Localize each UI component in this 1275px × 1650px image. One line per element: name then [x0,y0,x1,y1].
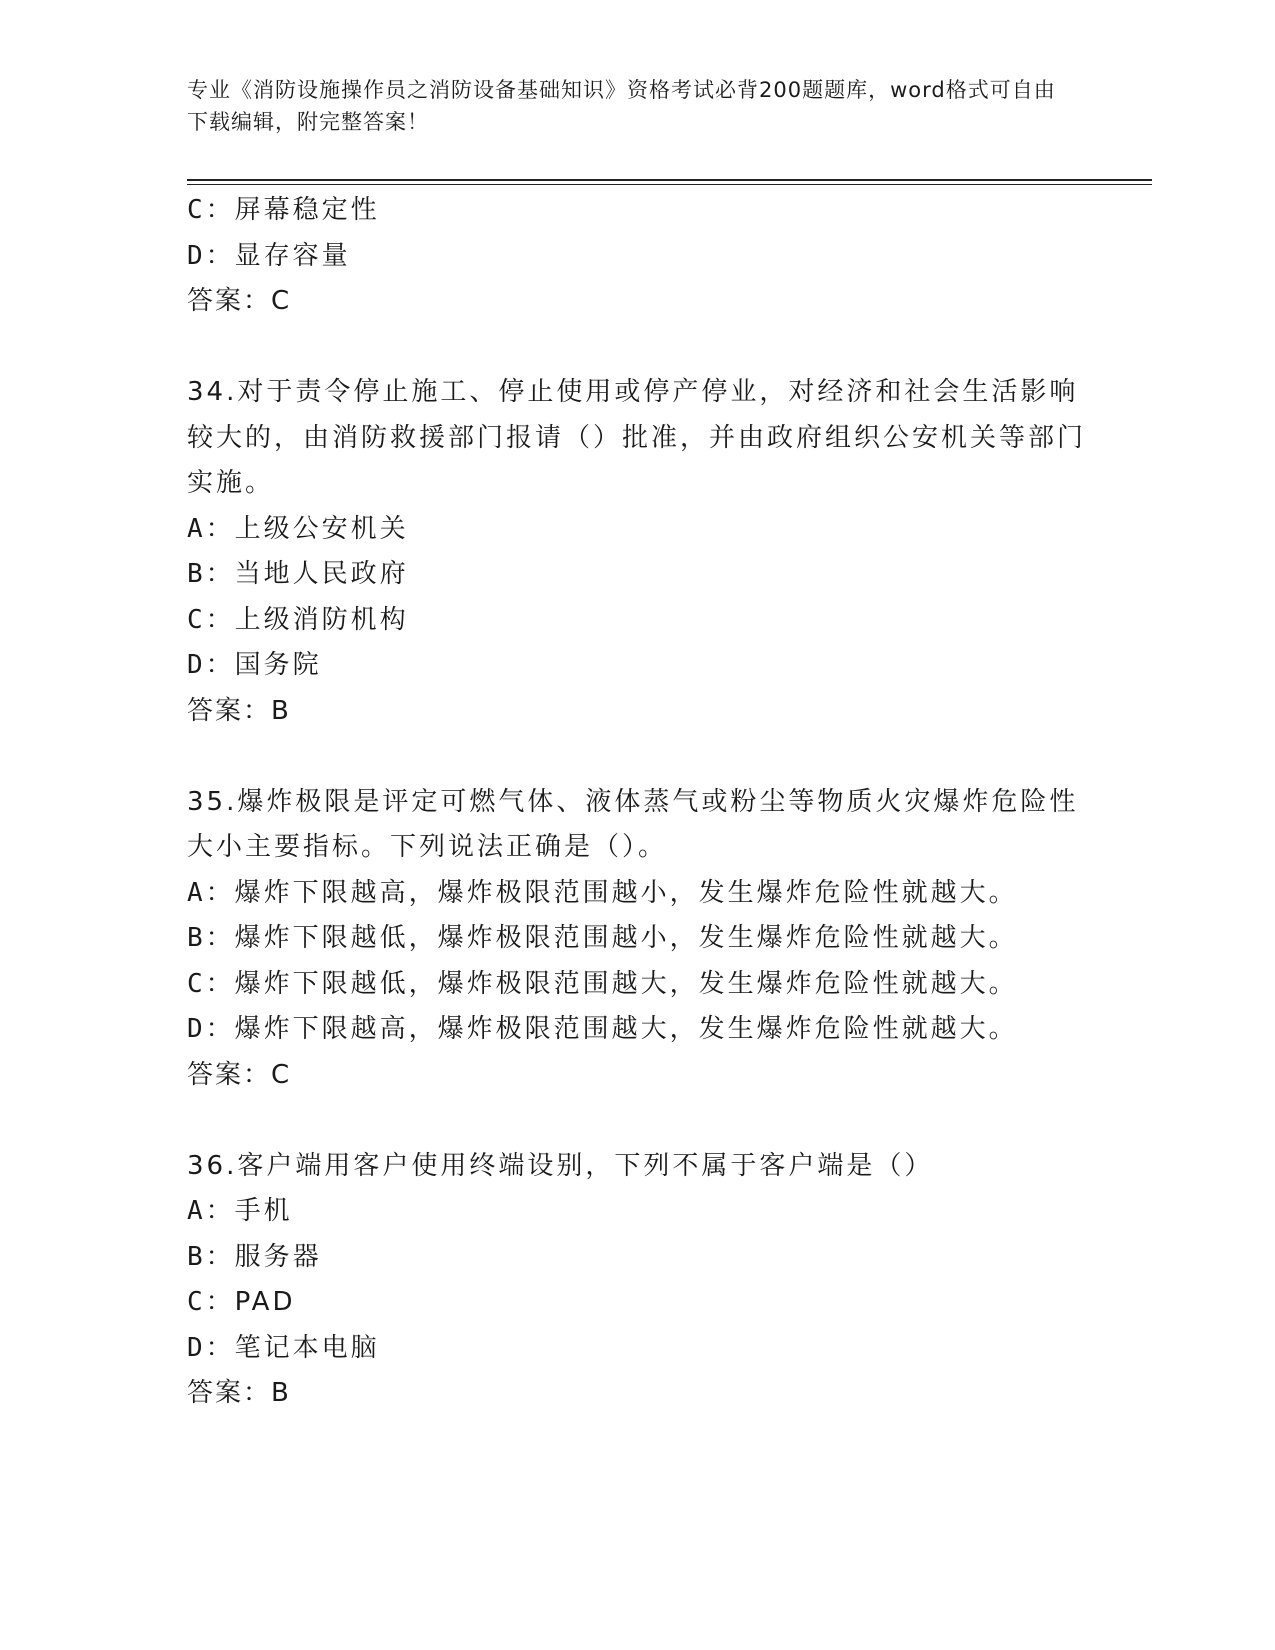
answer-line: 答案：C [187,286,292,316]
option-line: D：笔记本电脑 [187,1332,380,1363]
option-line: B：爆炸下限越低，爆炸极限范围越小，发生爆炸危险性就越大。 [187,923,1018,953]
question-34 [187,370,1087,734]
option-line: D：显存容量 [187,240,351,271]
option-line: D：国务院 [187,650,322,680]
question-36 [187,1144,1087,1417]
option-line: A：爆炸下限越高，爆炸极限范围越小，发生爆炸危险性就越大。 [187,877,1018,908]
answer-line: 答案：B [187,1378,291,1408]
option-line: B：服务器 [187,1241,322,1272]
option-line: C：PAD [187,1287,296,1317]
spacer [187,734,1087,780]
question-35 [187,780,1087,1099]
question-stem: 36.客户端用客户使用终端设别，下列不属于客户端是（） [187,1150,934,1181]
prev-question-tail [187,188,1087,325]
option-line: A：手机 [187,1196,293,1226]
answer-line: 答案：B [187,695,291,726]
question-content [187,188,1087,1417]
option-line: A：上级公安机关 [187,513,409,544]
option-line: D：爆炸下限越高，爆炸极限范围越大，发生爆炸危险性就越大。 [187,1014,1018,1044]
header-divider-thick [187,179,1152,181]
spacer [187,1098,1087,1144]
option-line: B：当地人民政府 [187,559,409,589]
question-stem: 35.爆炸极限是评定可燃气体、液体蒸气或粉尘等物质火灾爆炸危险性大小主要指标。下列说法正确是（）。 [187,786,1079,862]
option-line: C：上级消防机构 [187,604,409,635]
spacer [187,325,1087,371]
option-line: C：爆炸下限越低，爆炸极限范围越大，发生爆炸危险性就越大。 [187,968,1018,999]
document-header [187,74,1067,138]
header-divider-thin [187,184,1152,185]
option-line: C：屏幕稳定性 [187,195,380,225]
answer-line: 答案：C [187,1059,292,1090]
question-stem: 34.对于责令停止施工、停止使用或停产停业，对经济和社会生活影响较大的，由消防救援部门报请（）批准，并由政府组织公安机关等部门实施。 [187,377,1087,498]
header-text: 专业《消防设施操作员之消防设备基础知识》资格考试必背200题题库，word格式可自由下载编辑，附完整答案！ [187,78,1056,134]
